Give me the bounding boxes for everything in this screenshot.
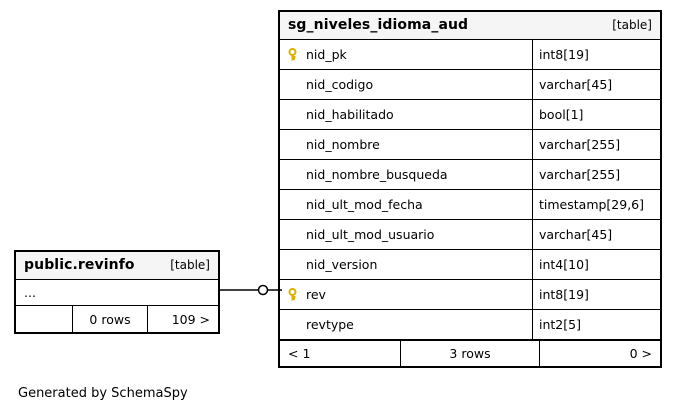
table-row[interactable]: [280, 100, 660, 130]
column-type: timestamp[29,6]: [532, 190, 660, 219]
table-type-tag: [table]: [612, 18, 652, 32]
table-row[interactable]: [280, 130, 660, 160]
key-icon: [288, 48, 302, 62]
table-type-tag: [table]: [170, 258, 210, 272]
column-name-cell: [280, 220, 532, 249]
column-type: int2[5]: [532, 310, 660, 339]
column-name-cell: [280, 280, 532, 309]
column-name-cell: [280, 100, 532, 129]
table-header: [280, 12, 660, 40]
table-public-revinfo[interactable]: [14, 250, 220, 334]
table-row[interactable]: [280, 160, 660, 190]
column-name: nid_ult_mod_usuario: [306, 227, 435, 242]
column-name-cell: [280, 190, 532, 219]
table-row[interactable]: [280, 70, 660, 100]
column-name-cell: [280, 130, 532, 159]
column-type: int8[19]: [532, 40, 660, 69]
column-name: nid_codigo: [306, 77, 374, 92]
table-row[interactable]: [280, 250, 660, 280]
column-name-cell: [280, 40, 532, 69]
column-type: int8[19]: [532, 280, 660, 309]
column-name: rev: [306, 287, 326, 302]
column-type: bool[1]: [532, 100, 660, 129]
footer-prev-page[interactable]: < 1: [288, 346, 311, 361]
table-row[interactable]: [280, 280, 660, 310]
table-row[interactable]: [280, 40, 660, 70]
column-name: nid_pk: [306, 47, 347, 62]
column-name-cell: [280, 160, 532, 189]
column-type: varchar[45]: [532, 70, 660, 99]
column-name: nid_nombre: [306, 137, 380, 152]
footer-caption: Generated by SchemaSpy: [18, 386, 188, 401]
table-title: sg_niveles_idioma_aud: [288, 17, 469, 33]
column-name-cell: [280, 70, 532, 99]
table-row[interactable]: [280, 310, 660, 340]
column-name: nid_habilitado: [306, 107, 394, 122]
column-type: varchar[255]: [532, 160, 660, 189]
table-sg-niveles-idioma-aud[interactable]: [278, 10, 662, 368]
footer-row-count: 3 rows: [400, 341, 540, 366]
column-type: varchar[255]: [532, 130, 660, 159]
footer-prev-page[interactable]: [16, 306, 72, 332]
column-name-cell: [280, 250, 532, 279]
collapsed-columns-indicator[interactable]: ...: [16, 280, 218, 306]
relationship-connector: [218, 276, 282, 304]
column-name: nid_ult_mod_fecha: [306, 197, 423, 212]
column-name: revtype: [306, 317, 354, 332]
key-icon: [288, 288, 302, 302]
column-name: nid_nombre_busqueda: [306, 167, 448, 182]
table-title: public.revinfo: [24, 257, 135, 273]
footer-next-page[interactable]: 109 >: [171, 311, 210, 327]
table-footer: [280, 340, 660, 366]
column-name-cell: [280, 310, 532, 339]
table-row[interactable]: [280, 190, 660, 220]
footer-row-count: 0 rows: [72, 306, 148, 332]
column-type: int4[10]: [532, 250, 660, 279]
table-row[interactable]: [280, 220, 660, 250]
table-header: [16, 252, 218, 280]
column-name: nid_version: [306, 257, 378, 272]
footer-next-page[interactable]: 0 >: [629, 346, 652, 361]
column-type: varchar[45]: [532, 220, 660, 249]
table-footer: [16, 306, 218, 332]
